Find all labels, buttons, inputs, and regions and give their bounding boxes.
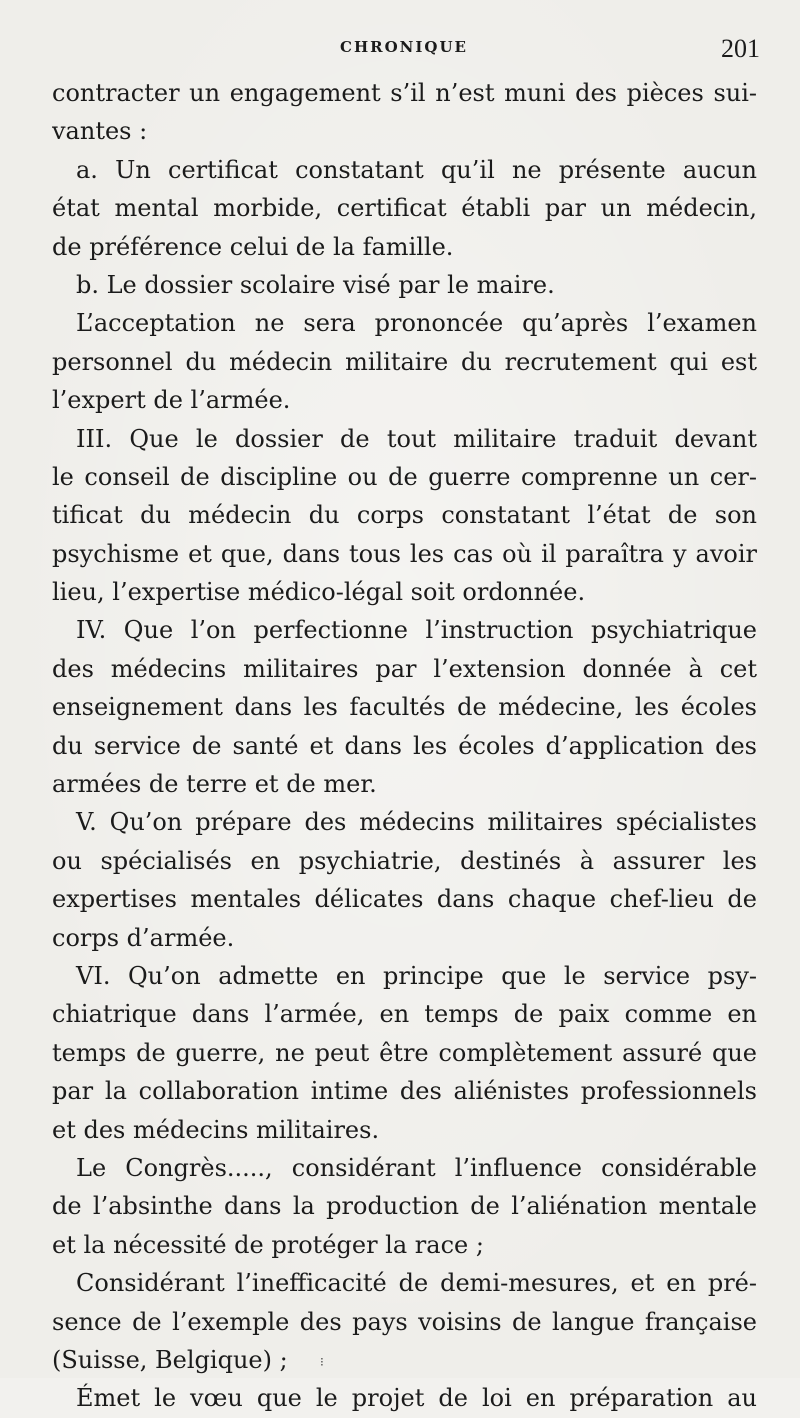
text-line: b. Le dossier scolaire visé par le maire. (76, 270, 555, 299)
text-line: des médecins militaires par l’extension donnée à cet (52, 654, 757, 683)
text-line: L’acceptation ne sera prononcée qu’après l’examen (76, 309, 757, 338)
text-line: de l’absinthe dans la production de l’aliénation mentale (52, 1192, 757, 1221)
text-line: armées de terre et de mer. (52, 770, 377, 799)
text-line: et des médecins militaires. (52, 1115, 380, 1144)
text-line: psychisme et que, dans tous les cas où il paraîtra y avoir (52, 539, 757, 568)
page-header (48, 34, 760, 64)
text-line: temps de guerre, ne peut être complètement assuré que (52, 1038, 757, 1067)
text-line: chiatrique dans l’armée, en temps de paix comme en (52, 1000, 757, 1029)
text-line: par la collaboration intime des aliénistes professionnels (52, 1077, 757, 1106)
text-line: personnel du médecin militaire du recrutement qui est (52, 347, 757, 376)
text-line: enseignement dans les facultés de médecine, les écoles (52, 693, 757, 722)
text-line: l’expert de l’armée. (52, 386, 291, 415)
bottom-mark: ⁝ (320, 1355, 324, 1369)
text-line: le conseil de discipline ou de guerre comprenne un cer- (52, 462, 757, 491)
text-line: sence de l’exemple des pays voisins de langue française (52, 1307, 757, 1336)
text-line: corps d’armée. (52, 923, 235, 952)
text-line: lieu, l’expertise médico-légal soit ordonnée. (52, 578, 586, 607)
text-line: tificat du médecin du corps constatant l’état de son (52, 501, 757, 530)
text-line: contracter un engagement s’il n’est muni des pièces sui- (52, 79, 757, 107)
text-line: et la nécessité de protéger la race ; (52, 1230, 484, 1259)
body-text (52, 74, 757, 1418)
text-line: ou spécialisés en psychiatrie, destinés à assurer les (52, 846, 757, 875)
text-line: a. Un certificat constatant qu’il ne présente aucun (76, 155, 757, 184)
text-line: Considérant l’inefficacité de demi-mesures, et en pré- (76, 1269, 757, 1298)
text-line: V. Qu’on prépare des médecins militaires spécialistes (76, 808, 757, 837)
text-line: VI. Qu’on admette en principe que le service psy- (76, 961, 757, 990)
text-line: vantes : (52, 117, 148, 146)
text-line: Le Congrès....., considérant l’influence considérable (76, 1153, 757, 1182)
running-head: CHRONIQUE (340, 38, 468, 56)
page-number: 201 (721, 34, 760, 63)
text-line: de préférence celui de la famille. (52, 232, 454, 261)
text-line: III. Que le dossier de tout militaire traduit devant (76, 424, 757, 453)
text-line: état mental morbide, certificat établi par un médecin, (52, 194, 757, 223)
text-line: expertises mentales délicates dans chaque chef-lieu de (52, 885, 757, 914)
text-line: du service de santé et dans les écoles d’application des (52, 731, 757, 760)
text-line: IV. Que l’on perfectionne l’instruction psychiatrique (76, 616, 757, 645)
text-line: Émet le vœu que le projet de loi en préparation au (76, 1384, 757, 1413)
text-line: (Suisse, Belgique) ; (52, 1345, 288, 1374)
